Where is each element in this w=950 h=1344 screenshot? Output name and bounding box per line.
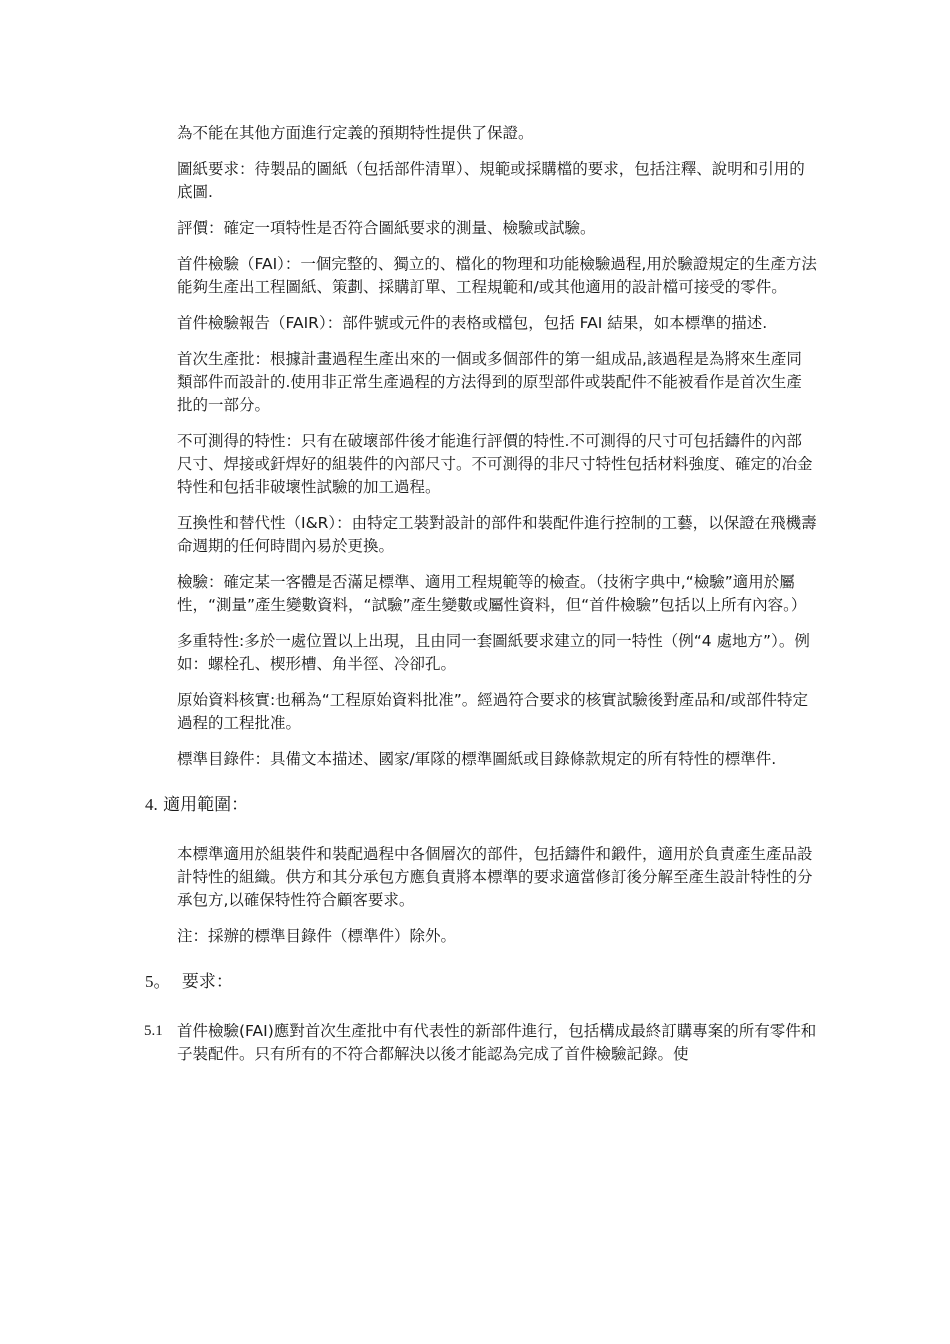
section-4-number: 4. <box>145 795 158 814</box>
definition-fair: 首件檢驗報告（FAIR）：部件號或元件的表格或檔包，包括 FAI 結果，如本標準的描述. <box>177 314 768 332</box>
item-5-1-text: 首件檢驗(FAI)應對首次生產批中有代表性的新部件進行，包括構成最終訂購專案的所有零件和子裝配件。只有所有的不符合都解決以後才能認為完成了首件檢驗記錄。使 <box>177 1022 817 1063</box>
document-body <box>144 122 817 1066</box>
section-5-number: 5。 <box>145 972 171 991</box>
section-5-title: 要求： <box>181 972 233 992</box>
definition-multiple-characteristics: 多重特性:多於一處位置以上出現，且由同一套圖紙要求建立的同一特性（例“4 處地方”）。例如：螺栓孔、楔形槽、角半徑、冷卻孔。 <box>177 632 810 673</box>
definition-inspection: 檢驗：確定某一客體是否滿足標準、適用工程規範等的檢查。（技術字典中,“檢驗”適用於屬性，“測量”產生變數資料，“試驗”產生變數或屬性資料，但“首件檢驗”包括以上所有內容。） <box>177 573 807 614</box>
definition-non-measurable: 不可測得的特性：只有在破壞部件後才能進行評價的特性.不可測得的尺寸可包括鑄件的內部尺寸、焊接或釬焊好的組裝件的內部尺寸。不可測得的非尺寸特性包括材料強度、確定的冶金特性和包括非破壞性試驗的加工過程。 <box>177 432 813 496</box>
section-4-title: 適用範圍： <box>163 795 249 815</box>
definition-drawing-requirements: 圖紙要求：待製品的圖紙（包括部件清單）、規範或採購檔的要求，包括注釋、說明和引用的底圖. <box>177 160 805 201</box>
item-5-1-number: 5.1 <box>144 1023 163 1039</box>
section-5-heading <box>145 970 817 994</box>
definition-first-production-run: 首次生產批：根據計畫過程生產出來的一個或多個部件的第一組成品,該過程是為將來生產同類部件而設計的.使用非正常生產過程的方法得到的原型部件或裝配件不能被看作是首次生產批的一部分。 <box>177 350 802 414</box>
section-4-paragraph: 本標準適用於組裝件和裝配過程中各個層次的部件，包括鑄件和鍛件，適用於負責產生產品設計特性的組織。供方和其分承包方應負責將本標準的要求適當修訂後分解至產生設計特性的分承包方,以確保特性符合顧客要求。 <box>177 845 813 909</box>
definition-evaluation: 評價：確定一項特性是否符合圖紙要求的測量、檢驗或試驗。 <box>177 219 596 237</box>
item-5-1 <box>144 1020 817 1066</box>
definition-source-data-verification: 原始資料核實:也稱為“工程原始資料批准”。經過符合要求的核實試驗後對產品和/或部件特定過程的工程批准。 <box>177 691 809 732</box>
definition-paragraph: 為不能在其他方面進行定義的預期特性提供了保證。 <box>177 124 534 142</box>
definition-fai: 首件檢驗（FAI）：一個完整的、獨立的、檔化的物理和功能檢驗過程,用於驗證規定的生產方法能夠生產出工程圖紙、策劃、採購訂單、工程規範和/或其他適用的設計檔可接受的零件。 <box>177 255 817 296</box>
section-4-heading <box>145 793 817 817</box>
section-4-note: 注：採辦的標準目錄件（標準件）除外。 <box>177 927 457 945</box>
definition-standard-catalog-part: 標準目錄件：具備文本描述、國家/軍隊的標準圖紙或目錄條款規定的所有特性的標準件. <box>177 750 777 768</box>
definition-interchangeability: 互換性和替代性（I&R）：由特定工裝對設計的部件和裝配件進行控制的工藝，以保證在飛機壽命週期的任何時間內易於更換。 <box>177 514 817 555</box>
